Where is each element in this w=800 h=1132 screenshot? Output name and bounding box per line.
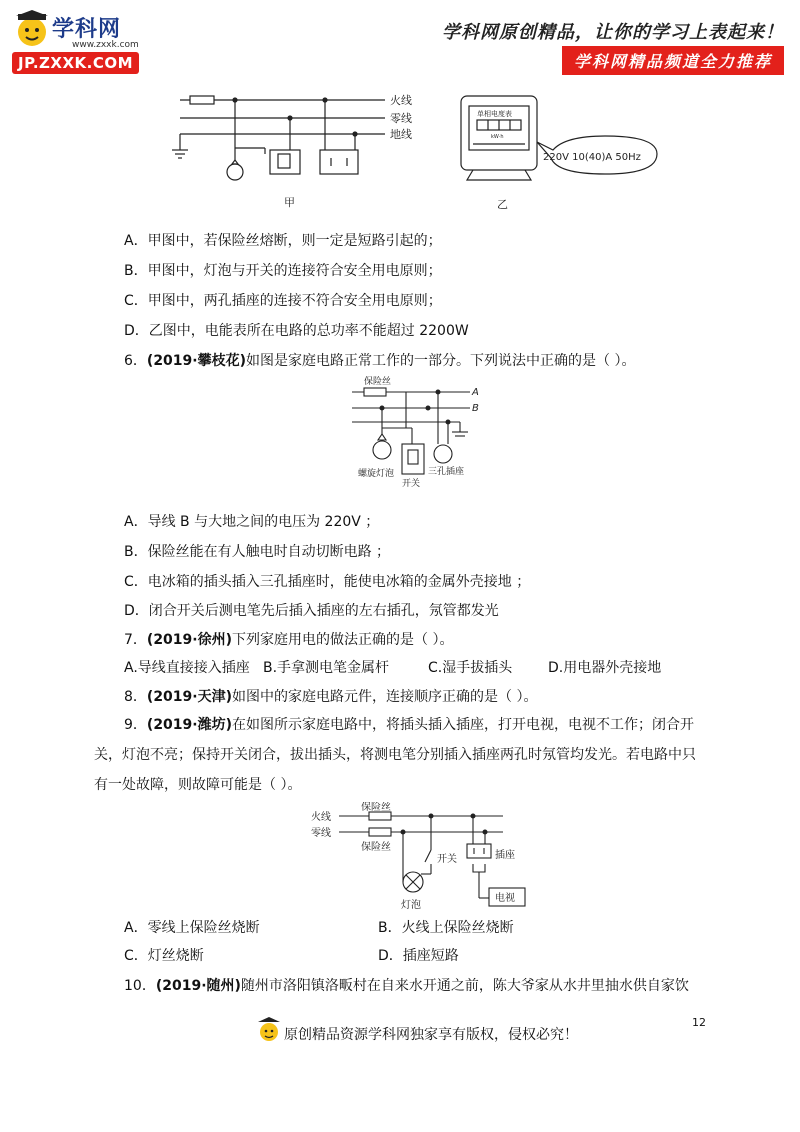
circuit-diagram-q9: [305, 802, 545, 912]
q6-label-fuse: 保险丝: [364, 377, 392, 387]
circuit-diagram-jia: [170, 88, 430, 213]
circuit-diagram-q6: [340, 372, 490, 497]
q9-label-neutral: 零线: [311, 828, 331, 839]
q6-number: 6．: [124, 353, 147, 369]
q9-line3: 有一处故障，则故障可能是（ ）。: [94, 777, 302, 793]
q9-source: (2019·潍坊): [146, 717, 233, 733]
q5-option-b[interactable]: B．甲图中，灯泡与开关的连接符合安全用电原则；: [124, 263, 442, 279]
q5-option-d[interactable]: D．乙图中，电能表所在电路的总功率不能超过 2200W: [124, 323, 469, 339]
q9-option-a[interactable]: A．零线上保险丝烧断: [124, 920, 260, 936]
q6-option-a[interactable]: A．导线 B 与大地之间的电压为 220V ；: [124, 514, 380, 530]
q6-label-lamp: 螺旋灯泡: [358, 469, 395, 479]
q8-text: 如图中的家庭电路元件，连接顺序正确的是（ ）。: [232, 689, 538, 705]
q7-option-b[interactable]: B.手拿测电笔金属杆: [263, 660, 390, 676]
q5-option-a[interactable]: A．甲图中，若保险丝熔断，则一定是短路引起的；: [124, 233, 442, 249]
q9-label-fuse1: 保险丝: [361, 802, 391, 813]
q10-source: (2019·随州): [155, 978, 241, 994]
caption-yi: 乙: [497, 198, 508, 211]
meter-unit: kW·h: [491, 134, 504, 140]
q6-option-c[interactable]: C．电冰箱的插头插入三孔插座时，能使电冰箱的金属外壳接地 ；: [124, 574, 531, 590]
electricity-meter-diagram: [455, 92, 665, 212]
q9-label-lamp: 灯泡: [401, 900, 421, 911]
q6-label-switch: 开关: [402, 479, 421, 489]
q9-number: 9．: [124, 717, 147, 733]
site-logo[interactable]: [8, 8, 160, 76]
q7-option-a[interactable]: A.导线直接接入插座: [124, 660, 250, 676]
question-10: [124, 976, 689, 996]
q9-label-tv: 电视: [495, 893, 515, 904]
mascot-icon: [256, 1016, 282, 1046]
question-6: [124, 351, 635, 371]
q8-source: (2019·天津): [146, 689, 233, 705]
label-live: 火线: [390, 94, 412, 107]
q6-option-d[interactable]: D．闭合开关后测电笔先后插入插座的左右插孔，氖管都发光: [124, 603, 499, 619]
q9-line2: 关，灯泡不亮；保持开关闭合，拔出插头，将测电笔分别插入插座两孔时氖管均发光。若电路中只: [94, 747, 696, 763]
q10-number: 10．: [124, 978, 156, 994]
label-ground: 地线: [390, 128, 412, 141]
q9-label-socket: 插座: [495, 850, 515, 861]
q7-option-c[interactable]: C.湿手拔插头: [428, 660, 513, 676]
logo-text: 学科网: [52, 17, 122, 42]
q9-option-d[interactable]: D．插座短路: [378, 948, 459, 964]
q6-option-b[interactable]: B．保险丝能在有人触电时自动切断电路 ；: [124, 544, 391, 560]
logo-subtext: www.zxxk.com: [72, 40, 139, 50]
q7-text: 下列家庭用电的做法正确的是（ ）。: [232, 632, 454, 648]
question-7: [124, 630, 453, 650]
q6-label-b: B: [472, 403, 479, 414]
q7-number: 7．: [124, 632, 147, 648]
q10-text: 随州市洛阳镇洛畈村在自来水开通之前，陈大爷家从水井里抽水供自家饮: [240, 978, 689, 994]
q7-source: (2019·徐州): [146, 632, 233, 648]
q9-line1: 在如图所示家庭电路中，将插头插入插座，打开电视，电视不工作；闭合开: [232, 717, 695, 733]
q6-label-socket: 三孔插座: [428, 467, 465, 477]
q9-label-switch: 开关: [437, 854, 457, 865]
q6-label-a: A: [472, 387, 479, 398]
q9-option-c[interactable]: C．灯丝烧断: [124, 948, 204, 964]
q5-option-c[interactable]: C．甲图中，两孔插座的连接不符合安全用电原则；: [124, 293, 442, 309]
q9-option-b[interactable]: B．火线上保险丝烧断: [378, 920, 514, 936]
copyright-footer: 原创精品资源学科网独家享有版权，侵权必究！: [284, 1027, 578, 1043]
header-slogan: 学科网原创精品，让你的学习上表起来！: [442, 22, 784, 43]
q6-text: 如图是家庭电路正常工作的一部分。下列说法中正确的是（ ）。: [246, 353, 636, 369]
label-neutral: 零线: [390, 112, 412, 125]
meter-title: 单相电度表: [477, 110, 512, 118]
question-8: [124, 687, 537, 707]
logo-url[interactable]: JP.ZXXK.COM: [12, 52, 139, 74]
header-banner[interactable]: 学科网精品频道全力推荐: [562, 46, 784, 75]
caption-jia: 甲: [284, 196, 295, 209]
q9-label-live: 火线: [311, 812, 331, 823]
question-9: [124, 715, 694, 735]
q9-label-fuse2: 保险丝: [361, 842, 391, 853]
q7-option-d[interactable]: D.用电器外壳接地: [548, 660, 662, 676]
q6-source: (2019·攀枝花): [146, 353, 247, 369]
q8-number: 8．: [124, 689, 147, 705]
page-number: 12: [692, 1016, 706, 1029]
mascot-icon: [8, 8, 52, 52]
meter-callout: 220V 10(40)A 50Hz: [543, 152, 641, 163]
